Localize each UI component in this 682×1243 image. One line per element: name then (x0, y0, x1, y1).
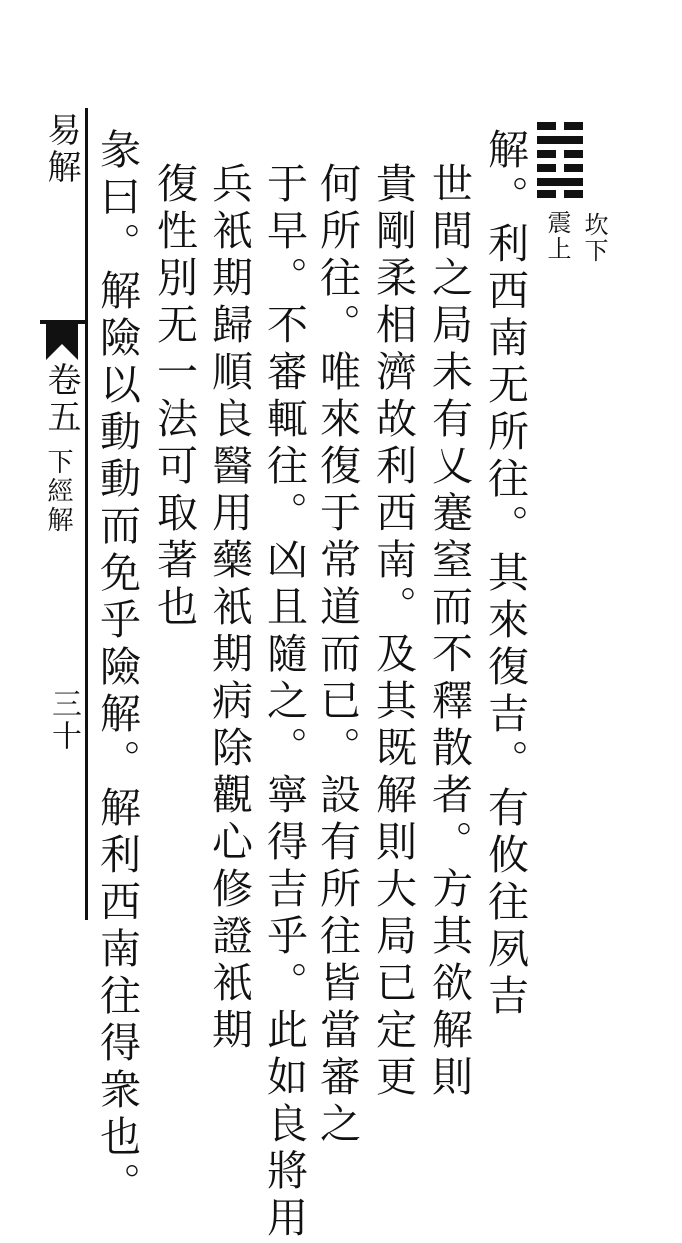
text-column-8: 彖曰。解險以動動而免乎險解。解利西南往得衆也。 (93, 128, 141, 1209)
book-title: 易解 (41, 112, 81, 186)
fishtail-icon (46, 322, 78, 360)
text-column-7: 復性別无一法可取著也 (150, 162, 198, 632)
section-label: 下經解 (43, 448, 73, 535)
text-column-1: 解。利西南无所往。其來復吉。有攸往夙吉 (481, 128, 529, 1021)
text-column-5: 于早。不審輒往。凶且隨之。寧得吉乎。此如良將用 (260, 162, 308, 1243)
text-column-2: 世間之局未有乂蹇窒而不釋散者。方其欲解則 (425, 162, 473, 1102)
margin-rule (85, 108, 88, 920)
volume-label: 卷五 (41, 362, 81, 436)
text-column-4: 何所往。唯來復于常道而已。設有所往皆當審之 (313, 162, 361, 1149)
text-column-6: 兵衹期歸順良醫用藥衹期病除觀心修證衹期 (205, 162, 253, 1055)
hexagram-jie-icon (537, 122, 583, 198)
trigram-lower-label: 震上 (543, 210, 571, 262)
page-number: 三十 (46, 688, 81, 752)
trigram-upper-label: 坎下 (580, 212, 608, 264)
text-column-3: 貴剛柔相濟故利西南。及其既解則大局已定更 (369, 162, 417, 1102)
